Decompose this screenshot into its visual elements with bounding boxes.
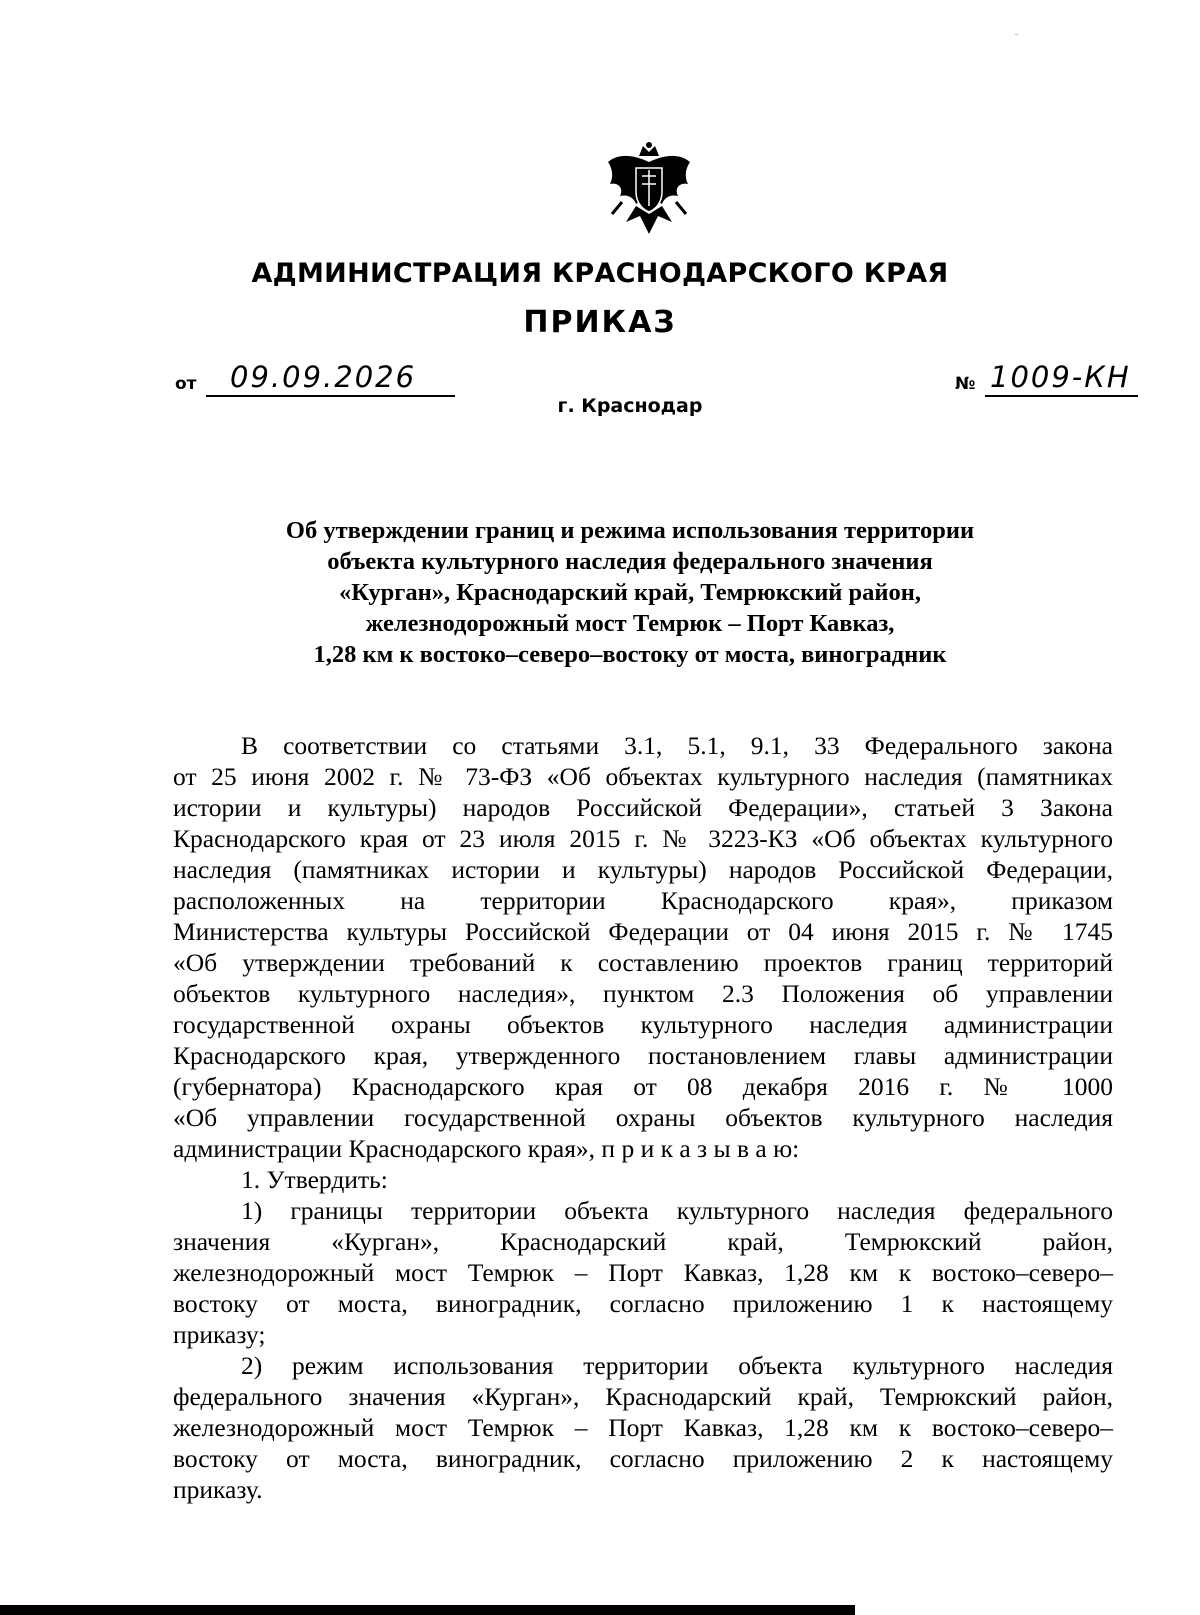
body-line: объектов культурного наследия», пунктом 2.3 Положения об управлении: [173, 979, 1113, 1008]
body-line: Министерства культуры Российской Федерации от 04 июня 2015 г. № 1745: [173, 917, 1113, 946]
document-body: [173, 730, 1113, 1505]
body-line: В соответствии со статьями 3.1, 5.1, 9.1, 33 Федерального закона: [241, 731, 1113, 760]
scan-edge-bar: [0, 1605, 855, 1615]
handwritten-date: 09.09.2026: [230, 360, 417, 394]
number-prefix: №: [955, 374, 976, 394]
city-name: г. Краснодар: [557, 395, 703, 417]
body-line: истории и культуры) народов Российской Федерации», статьей 3 Закона: [173, 793, 1113, 822]
title-line: Об утверждении границ и режима использования территории: [285, 517, 975, 544]
handwritten-number: 1009-КН: [990, 360, 1131, 394]
body-line: наследия (памятниках истории и культуры) народов Российской Федерации,: [173, 855, 1113, 884]
body-line: (губернатора) Краснодарского края от 08 декабря 2016 г. № 1000: [173, 1072, 1113, 1101]
title-line: объекта культурного наследия федерального значения: [327, 548, 933, 575]
body-line: 2) режим использования территории объекта культурного наследия: [241, 1351, 1113, 1380]
body-line: приказу;: [173, 1320, 266, 1349]
body-line: 1. Утвердить:: [241, 1165, 388, 1194]
title-line: 1,28 км к востоко–северо–востоку от моста, виноградник: [313, 641, 947, 668]
body-line: Краснодарского края от 23 июля 2015 г. № 3223-КЗ «Об объектах культурного: [173, 824, 1113, 853]
body-line: востоку от моста, виноградник, согласно приложению 1 к настоящему: [173, 1289, 1113, 1318]
body-line: востоку от моста, виноградник, согласно приложению 2 к настоящему: [173, 1444, 1113, 1473]
body-line: «Об управлении государственной охраны объектов культурного наследия: [173, 1103, 1113, 1132]
body-line: федерального значения «Курган», Краснодарский край, Темрюкский район,: [173, 1382, 1113, 1411]
body-line: железнодорожный мост Темрюк – Порт Кавказ, 1,28 км к востоко–северо–: [173, 1413, 1113, 1442]
title-line: железнодорожный мост Темрюк – Порт Кавказ,: [365, 610, 895, 637]
scan-speck: [1015, 34, 1018, 35]
date-prefix: от: [175, 374, 197, 394]
body-line: государственной охраны объектов культурного наследия администрации: [173, 1010, 1113, 1039]
title-line: «Курган», Краснодарский край, Темрюкский район,: [338, 579, 922, 606]
body-line: значения «Курган», Краснодарский край, Темрюкский район,: [173, 1227, 1113, 1256]
body-line: от 25 июня 2002 г. № 73-ФЗ «Об объектах культурного наследия (памятниках: [173, 762, 1113, 791]
body-line: администрации Краснодарского края», п р и к а з ы в а ю:: [173, 1134, 800, 1163]
body-line: расположенных на территории Краснодарского края», приказом: [173, 886, 1113, 915]
agency-name: АДМИНИСТРАЦИЯ КРАСНОДАРСКОГО КРАЯ: [251, 258, 949, 289]
document-type: ПРИКАЗ: [523, 305, 677, 340]
body-line: Краснодарского края, утвержденного постановлением главы администрации: [173, 1041, 1113, 1070]
body-line: 1) границы территории объекта культурного наследия федерального: [241, 1196, 1113, 1225]
body-line: железнодорожный мост Темрюк – Порт Кавказ, 1,28 км к востоко–северо–: [173, 1258, 1113, 1287]
coat-of-arms-emblem: [606, 142, 692, 238]
document-title: [190, 515, 1070, 670]
body-line: приказу.: [173, 1475, 263, 1504]
body-line: «Об утверждении требований к составлению проектов границ территорий: [173, 948, 1113, 977]
